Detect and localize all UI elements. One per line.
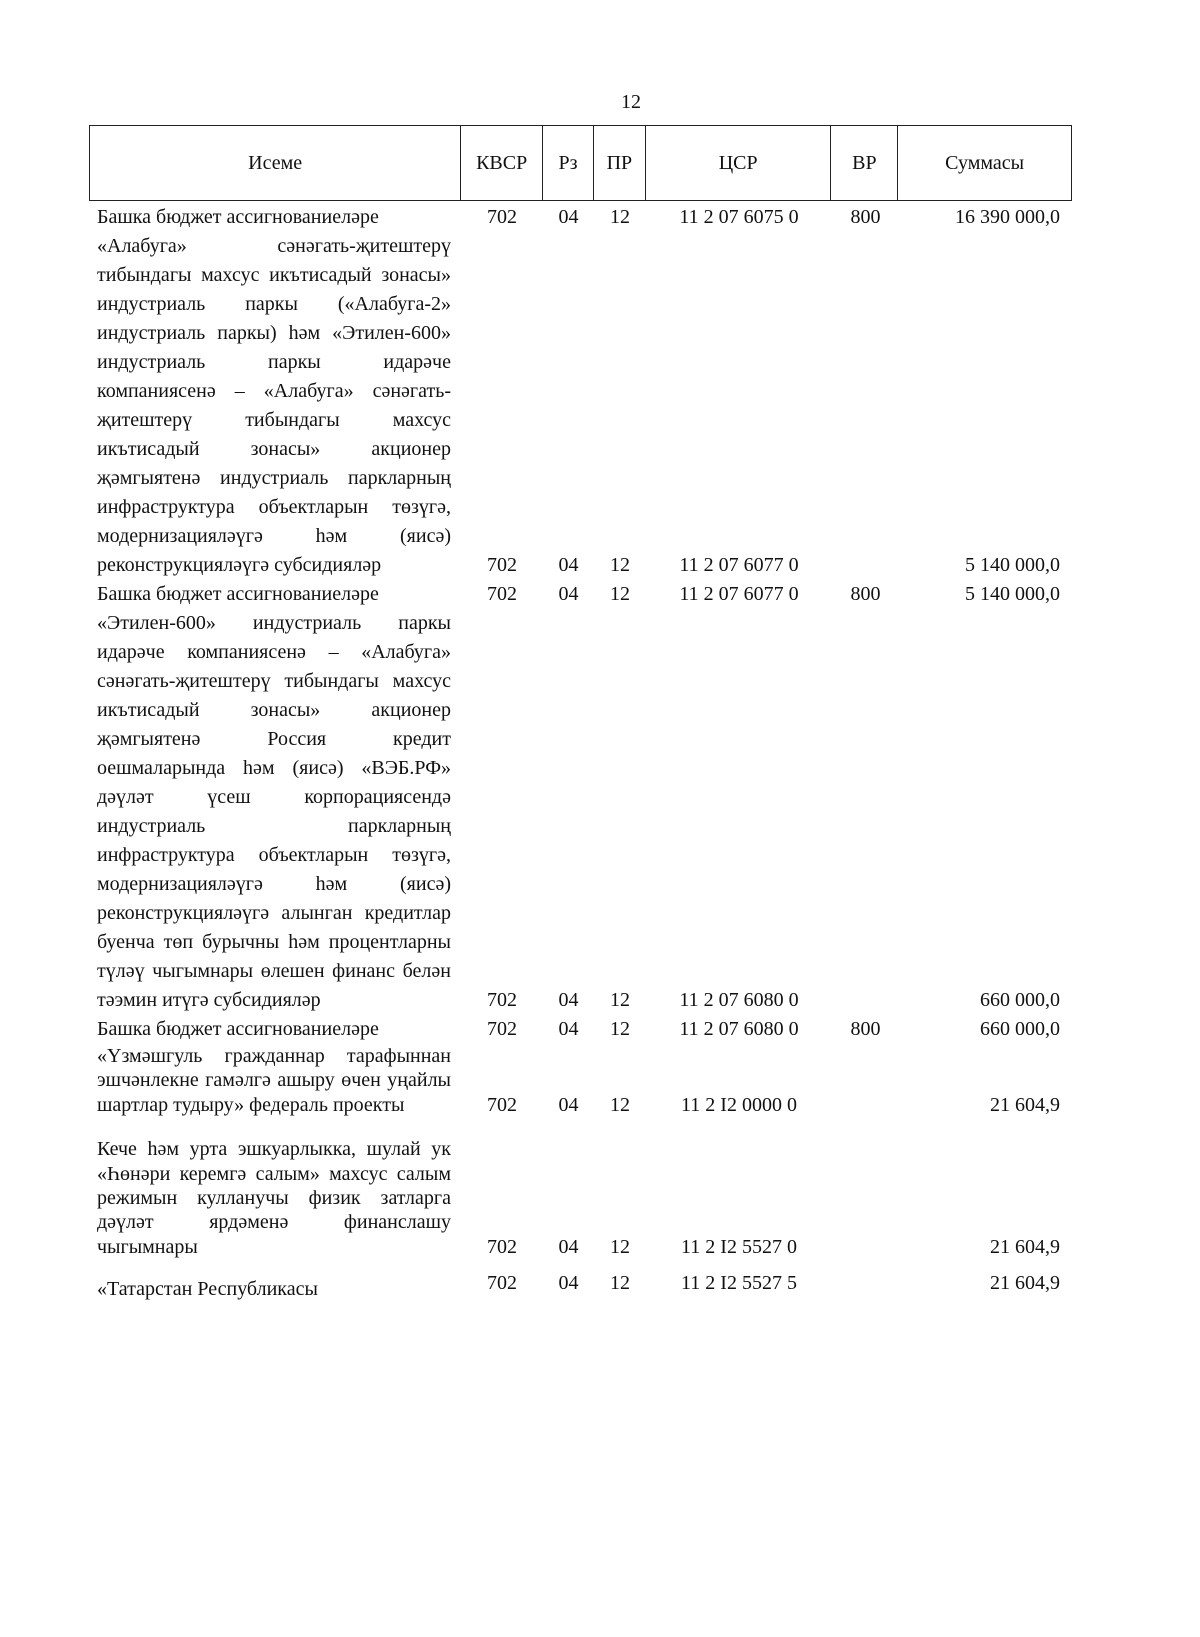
header-sum: Суммасы — [945, 151, 1025, 174]
row-sum: 660 000,0 — [980, 1018, 1060, 1040]
row-pr: 12 — [610, 1235, 630, 1258]
row-rz: 04 — [558, 554, 579, 576]
table-row — [89, 1044, 1072, 1117]
row-name: «Этилен-600» индустриаль паркы идарәче компаниясенә – «Алабуга» сәнәгать-җитештерү тибындагы махсус икътисадый зонасы» акционер җәмгыятенә Россия кредит оешмаларында һәм (яисә) «ВЭБ.РФ» дәүләт үсеш корпорациясендә индустриаль паркларның инфраструктура объектларын төзүгә, модернизацияләүгә һәм (яисә) реконструкцияләүгә алынган кредитлар буенча төп бурычны һәм процентларны түләү чыгымнары өлешен финанс белән тәэмин итүгә субсидияләр — [97, 612, 451, 1011]
row-csr: 11 2 07 6080 0 — [679, 989, 799, 1011]
row-kvsr: 702 — [487, 1235, 517, 1258]
row-sum: 16 390 000,0 — [955, 206, 1060, 228]
table-row — [89, 203, 1072, 232]
row-csr: 11 2 07 6080 0 — [679, 1018, 799, 1040]
row-name: Башка бюджет ассигнованиеләре — [97, 583, 379, 605]
row-rz: 04 — [558, 989, 579, 1011]
table-row — [89, 232, 1072, 580]
row-pr: 12 — [610, 1093, 630, 1116]
header-vr: ВР — [831, 126, 898, 200]
row-csr: 11 2 07 6077 0 — [679, 583, 799, 605]
row-rz: 04 — [558, 206, 579, 228]
table-row — [89, 580, 1072, 609]
header-pr: ПР — [594, 126, 646, 200]
table-row — [89, 1015, 1072, 1044]
row-kvsr: 702 — [487, 1093, 517, 1116]
header-rz: Рз — [543, 126, 594, 200]
row-rz: 04 — [558, 1018, 579, 1040]
table-body — [89, 201, 1072, 1304]
row-vr: 800 — [850, 583, 881, 605]
row-pr: 12 — [610, 583, 630, 605]
table-header — [89, 125, 1072, 201]
row-kvsr: 702 — [487, 583, 517, 605]
header-csr: ЦСР — [646, 126, 832, 200]
row-kvsr: 702 — [487, 1018, 517, 1040]
row-vr: 800 — [850, 206, 881, 228]
row-pr: 12 — [610, 1018, 630, 1040]
header-kvsr: КВСР — [461, 126, 543, 200]
row-rz: 04 — [558, 1272, 579, 1295]
page-number: 12 — [621, 91, 641, 113]
row-rz: 04 — [558, 583, 579, 605]
row-sum: 21 604,9 — [990, 1235, 1060, 1258]
row-name: Башка бюджет ассигнованиеләре — [97, 1018, 379, 1040]
row-rz: 04 — [558, 1093, 579, 1116]
row-sum: 5 140 000,0 — [965, 554, 1060, 576]
row-name: Кече һәм урта эшкуарлыкка, шулай ук «Һөнәри керемгә салым» махсус салым режимын кулланучы физик затларга дәүләт ярдәменә финанслашу чыгымнары — [97, 1138, 451, 1258]
table-row — [89, 1269, 1072, 1304]
row-sum: 660 000,0 — [980, 989, 1060, 1011]
row-kvsr: 702 — [487, 1272, 517, 1295]
row-vr: 800 — [850, 1018, 881, 1040]
row-kvsr: 702 — [487, 206, 517, 228]
row-csr: 11 2 07 6077 0 — [679, 554, 799, 576]
table-row — [89, 1137, 1072, 1259]
row-sum: 5 140 000,0 — [965, 583, 1060, 605]
row-csr: 11 2 I2 5527 5 — [681, 1272, 797, 1295]
row-pr: 12 — [610, 1272, 630, 1295]
row-kvsr: 702 — [487, 989, 517, 1011]
table-row — [89, 609, 1072, 1015]
header-name: Исеме — [90, 126, 461, 200]
row-sum: 21 604,9 — [990, 1272, 1060, 1295]
row-name: «Алабуга» сәнәгать-җитештерү тибындагы махсус икътисадый зонасы» индустриаль паркы («Алабуга-2» индустриаль паркы) һәм «Этилен-600» индустриаль паркы идарәче компаниясенә – «Алабуга» сәнәгать-җитештерү тибындагы махсус икътисадый зонасы» акционер җәмгыятенә индустриаль паркларның инфраструктура объектларын төзүгә, модернизацияләүгә һәм (яисә) реконструкцияләүгә субсидияләр — [97, 235, 451, 576]
row-csr: 11 2 I2 0000 0 — [681, 1093, 797, 1116]
budget-table — [89, 125, 1072, 1304]
row-pr: 12 — [610, 206, 630, 228]
row-pr: 12 — [610, 989, 630, 1011]
row-csr: 11 2 I2 5527 0 — [681, 1235, 797, 1258]
row-pr: 12 — [610, 554, 630, 576]
row-kvsr: 702 — [487, 554, 517, 576]
row-sum: 21 604,9 — [990, 1093, 1060, 1116]
row-name: Башка бюджет ассигнованиеләре — [97, 206, 379, 228]
row-name: «Үзмәшгуль гражданнар тарафыннан эшчәнлекне гамәлгә ашыру өчен уңайлы шартлар тудыру» федераль проекты — [97, 1045, 451, 1116]
row-name: «Татарстан Республикасы — [97, 1278, 318, 1301]
row-rz: 04 — [558, 1235, 579, 1258]
row-csr: 11 2 07 6075 0 — [679, 206, 799, 228]
